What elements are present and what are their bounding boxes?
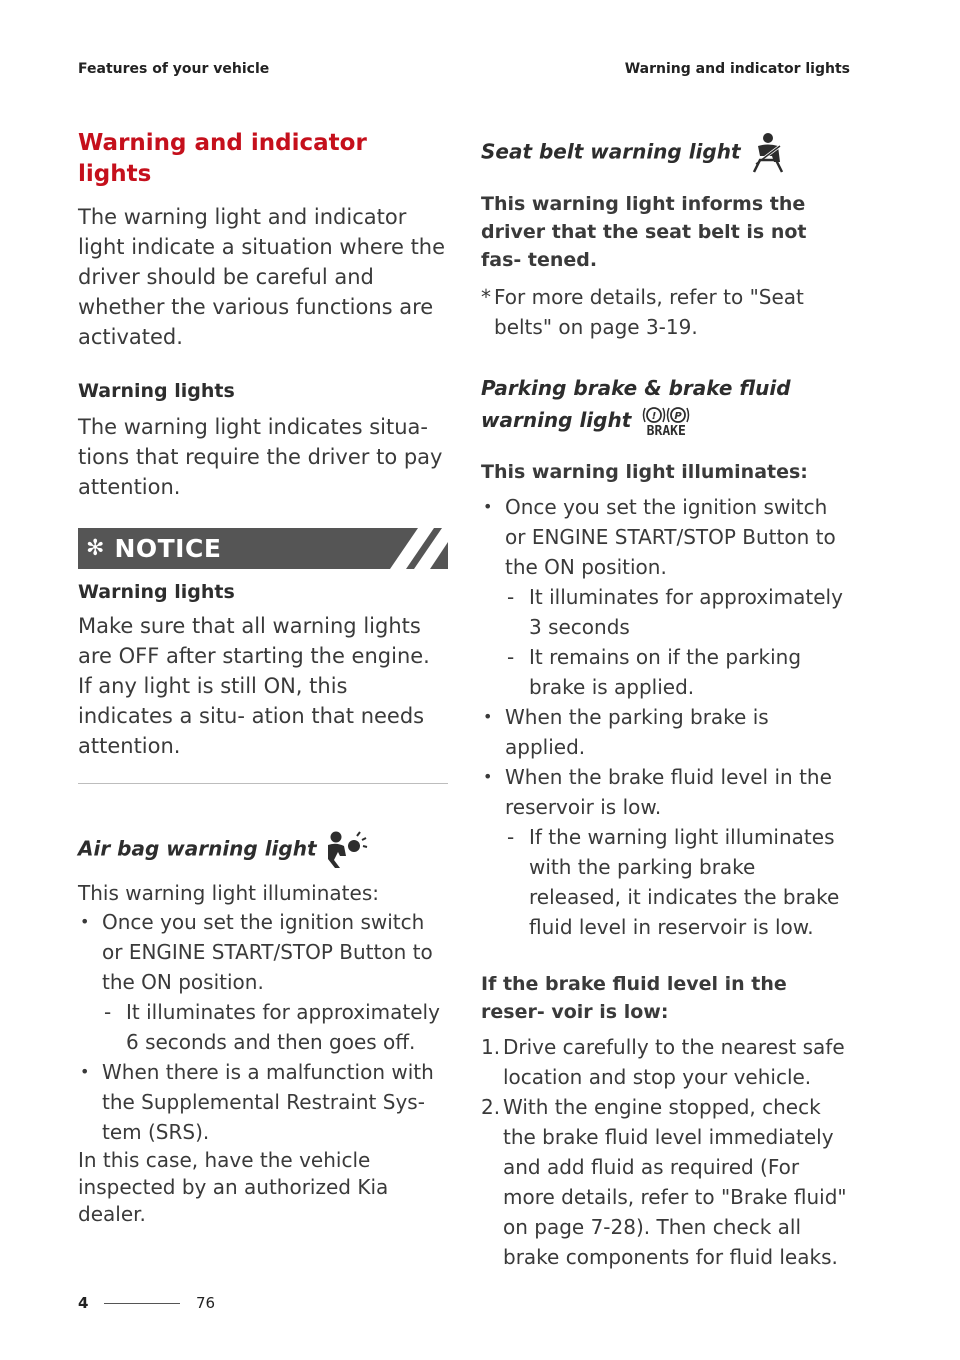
airbag-heading [78,830,448,870]
list-item: • Once you set the ignition switch or ENGINE START/STOP Button to the ON position. - It illuminates for approximately 3 seconds - It remains on if the parking brake is applied. [481,492,853,702]
running-header-left: Features of your vehicle [78,61,270,77]
seatbelt-icon [748,132,786,174]
seatbelt-bold-text: This warning light informs the driver that the seat belt is not fas- tened. [481,193,807,271]
right-column [481,128,853,1272]
notice-label: NOTICE [114,534,222,564]
airbag-icon [324,830,368,870]
notice-text: Make sure that all warning lights are OFF after starting the engine. If any light is still ON, this indicates a situ- ation that needs attention. [78,614,430,759]
footer-section-number: 4 [78,1294,89,1312]
airbag-heading-text: Air bag warning light [78,836,317,861]
list-item: • When the brake fluid level in the reservoir is low. - If the warning light illuminates with the parking brake released, it indicates the brake fluid level in reservoir is low. [481,762,853,942]
notice-banner [78,528,448,569]
brake-icon [642,405,690,438]
notice-star-icon: ✻ [86,536,105,562]
brake-bullets [481,492,853,942]
svg-text:!: ! [651,411,657,422]
seatbelt-heading-text: Seat belt warning light [481,139,741,164]
warning-lights-text: The warning light indicates situa- tions that require the driver to pay attention. [78,415,443,500]
list-item: 2. With the engine stopped, check the brake fluid level immediately and add fluid as required (For more details, refer to "Brake fluid" on page 7-28). Then check all brake components for fluid leaks. [481,1095,847,1269]
notice-stripes-decoration [384,528,448,569]
warning-lights-heading: Warning lights [78,380,235,403]
list-item: - If the warning light illuminates with the parking brake released, it indicates the brake fluid level in reservoir is low. [505,822,853,942]
running-header-right: Warning and indicator lights [624,61,850,77]
list-item: • Once you set the ignition switch or ENGINE START/STOP Button to the ON position. - It illuminates for approximately 6 seconds and then goes off. [78,907,448,1057]
brake-bold-text: This warning light illuminates: [481,461,808,483]
airbag-bullets [78,907,448,1147]
low-fluid-steps [481,1032,853,1272]
airbag-closing: In this case, have the vehicle inspected by an authorized Kia dealer. [78,1148,389,1227]
seatbelt-note: * For more details, refer to "Seat belts" on page 3-19. [481,282,853,342]
footer-divider [104,1303,180,1304]
brake-heading [481,372,853,438]
list-item: - It illuminates for approximately 3 seconds [505,582,853,642]
list-item: 1. Drive carefully to the nearest safe location and stop your vehicle. [481,1035,845,1089]
list-item: - It remains on if the parking brake is applied. [505,642,853,702]
left-column [78,128,448,1228]
notice-heading: Warning lights [78,581,235,604]
note-asterisk: * [481,285,491,309]
airbag-intro: This warning light illuminates: [78,881,379,906]
footer-page-number: 76 [196,1294,216,1312]
section-title: Warning and indicator lights [78,130,367,188]
low-fluid-heading: If the brake fluid level in the reser- voir is low: [481,973,787,1023]
brake-heading-text: Parking brake & brake fluid warning light [481,376,791,432]
parking-brake-icon [642,405,690,425]
list-item: • When the parking brake is applied. [481,702,853,762]
list-item: - It illuminates for approximately 6 seconds and then goes off. [102,997,448,1057]
list-item: • When there is a malfunction with the Supplemental Restraint Sys- tem (SRS). [78,1057,448,1147]
svg-text:P: P [674,411,682,422]
brake-icon-label: BRAKE [646,424,686,439]
intro-paragraph: The warning light and indicator light indicate a situation where the driver should be careful and whether the various functions are activated. [78,205,446,350]
seatbelt-heading [481,132,853,174]
